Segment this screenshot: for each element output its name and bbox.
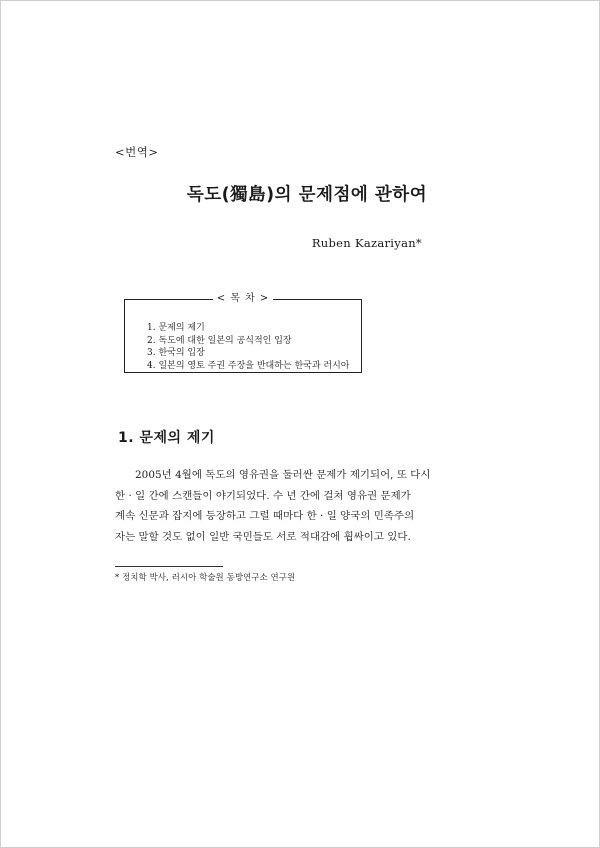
toc-item: 4. 일본의 영토 주권 주장을 반대하는 한국과 러시아 <box>147 360 350 371</box>
toc-header <box>125 292 361 306</box>
body-paragraph <box>115 465 431 547</box>
toc-item: 1. 문제의 제기 <box>147 323 205 333</box>
section-heading: 1. 문제의 제기 <box>118 430 215 446</box>
toc-item: 2. 독도에 대한 일본의 공식적인 입장 <box>147 335 292 346</box>
document-tag: <번역> <box>115 145 159 159</box>
footnote-divider <box>115 566 223 567</box>
table-of-contents <box>124 293 362 373</box>
page-title: 독도(獨島)의 문제점에 관하여 <box>186 185 428 205</box>
paragraph-line: 한 · 일 간에 스캔들이 야기되었다. 수 년 간에 걸쳐 영유권 문제가 <box>115 489 411 502</box>
paragraph-line: 계속 신문과 잡지에 등장하고 그럴 때마다 한 · 일 양국의 민족주의 <box>115 510 415 522</box>
toc-list <box>147 322 350 372</box>
author-name: Ruben Kazariyan* <box>311 236 422 250</box>
paragraph-line: 자는 말할 것도 없이 일반 국민들도 서로 적대감에 휩싸이고 있다. <box>115 530 411 543</box>
footnote: * 정치학 박사, 러시아 학술원 동방연구소 연구원 <box>115 572 296 582</box>
paragraph-line: 2005년 4월에 독도의 영유권을 둘러싼 문제가 제기되어, 또 다시 <box>135 469 431 481</box>
toc-header-label: < 목 차 > <box>213 293 274 304</box>
toc-item: 3. 한국의 입장 <box>147 348 205 358</box>
